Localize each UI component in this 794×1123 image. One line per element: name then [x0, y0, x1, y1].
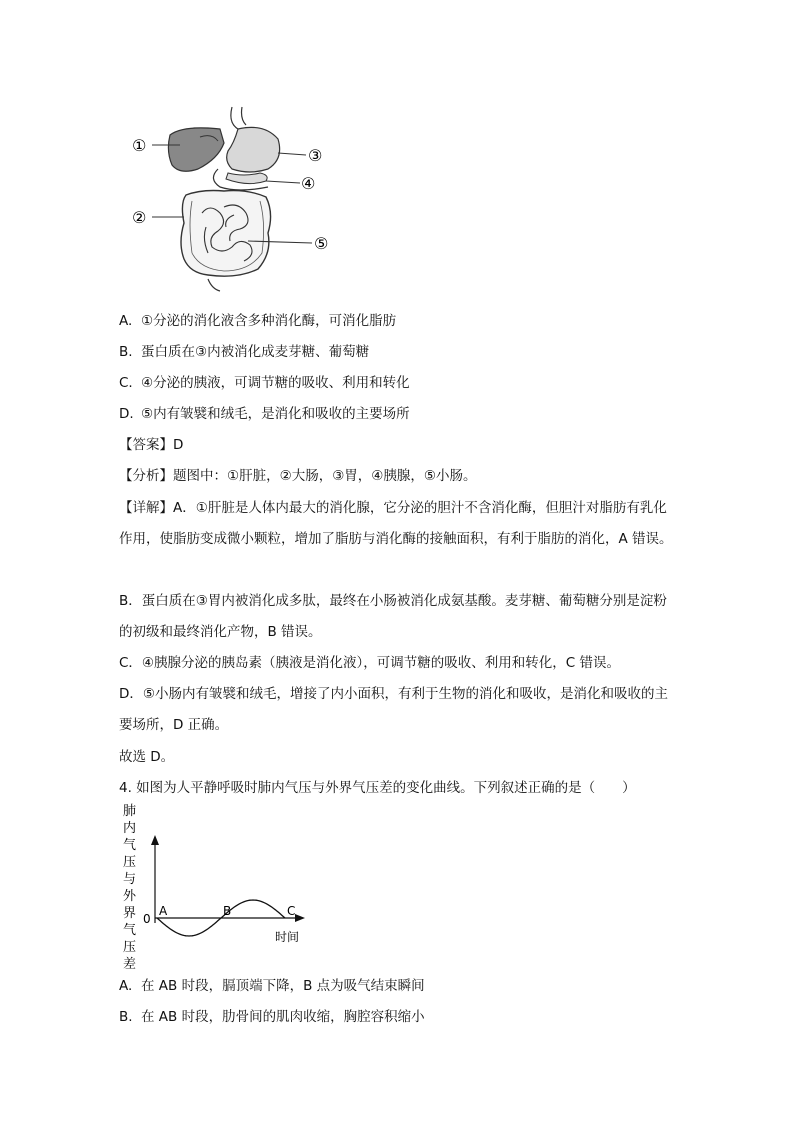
answer-line: 【答案】D — [119, 437, 184, 453]
figure-label-3: ③ — [308, 146, 323, 165]
ylabel-char: 与 — [123, 872, 137, 887]
chart-ylabel — [123, 803, 137, 972]
large-intestine-shape — [181, 191, 271, 277]
ylabel-char: 气 — [123, 923, 137, 938]
detail-d: D．⑤小肠内有皱襞和绒毛，增接了内小面积，有利于生物的消化和吸收，是消化和吸收的主要场所，D 正确。 — [119, 686, 668, 733]
liver-shape — [168, 128, 224, 171]
detail-b: B．蛋白质在③胃内被消化成多肽，最终在小肠被消化成氨基酸。麦芽糖、葡萄糖分别是淀粉的初级和最终消化产物，B 错误。 — [119, 593, 667, 640]
x-axis-arrow — [295, 914, 305, 922]
ylabel-char: 差 — [123, 957, 137, 972]
point-label-c: C — [287, 904, 296, 918]
option-key: D. — [119, 406, 134, 422]
q3-option-c — [119, 373, 410, 393]
figure-label-1: ① — [132, 136, 147, 155]
point-label-b: B — [223, 904, 232, 918]
figure-label-2: ② — [132, 208, 147, 227]
option-text: ⑤内有皱襞和绒毛，是消化和吸收的主要场所 — [141, 406, 410, 422]
ylabel-char: 压 — [123, 855, 137, 870]
origin-label: 0 — [143, 912, 151, 926]
q3-option-a — [119, 311, 396, 331]
q4-option-b — [119, 1007, 425, 1027]
q4-stem: 4. 如图为人平静呼吸时肺内气压与外界气压差的变化曲线。下列叙述正确的是（ ） — [119, 780, 636, 796]
figure-label-4: ④ — [301, 174, 316, 193]
digestive-system-figure — [128, 103, 340, 298]
option-key: A. — [119, 313, 133, 329]
y-axis-arrow — [151, 835, 159, 845]
detail-c: C．④胰腺分泌的胰岛素（胰液是消化液），可调节糖的吸收、利用和转化，C 错误。 — [119, 655, 620, 671]
detail-a: 【详解】A．①肝脏是人体内最大的消化腺，它分泌的胆汁不含消化酶，但胆汁对脂肪有乳化作用，使脂肪变成微小颗粒，增加了脂肪与消化酶的接触面积，有利于脂肪的消化，A 错误。 — [119, 500, 673, 547]
option-text: ①分泌的消化液含多种消化酶，可消化脂肪 — [141, 313, 397, 329]
conclusion-line: 故选 D。 — [119, 749, 175, 765]
q3-option-b — [119, 342, 369, 362]
ylabel-char: 内 — [123, 821, 137, 836]
option-text: 在 AB 时段，肋骨间的肌肉收缩，胸腔容积缩小 — [141, 1009, 425, 1025]
figure-label-5: ⑤ — [314, 234, 329, 253]
option-text: ④分泌的胰液，可调节糖的吸收、利用和转化 — [141, 375, 410, 391]
q4-option-a — [119, 976, 425, 996]
pancreas-shape — [226, 173, 267, 184]
stomach-shape — [227, 127, 280, 172]
option-key: B. — [119, 1009, 133, 1025]
analysis-line: 【分析】题图中：①肝脏，②大肠，③胃，④胰腺，⑤小肠。 — [119, 468, 477, 484]
option-key: A. — [119, 978, 133, 994]
ylabel-char: 界 — [123, 906, 137, 921]
q3-option-d — [119, 404, 410, 424]
option-text: 在 AB 时段，膈顶端下降，B 点为吸气结束瞬间 — [141, 978, 425, 994]
point-label-a: A — [159, 904, 168, 918]
ylabel-char: 外 — [123, 889, 137, 904]
ylabel-char: 肺 — [123, 804, 137, 819]
pressure-difference-chart — [115, 803, 315, 973]
ylabel-char: 压 — [123, 940, 137, 955]
x-axis-label: 时间 — [275, 930, 300, 944]
option-key: B. — [119, 344, 133, 360]
option-key: C. — [119, 375, 133, 391]
option-text: 蛋白质在③内被消化成麦芽糖、葡萄糖 — [141, 344, 370, 360]
ylabel-char: 气 — [123, 838, 137, 853]
